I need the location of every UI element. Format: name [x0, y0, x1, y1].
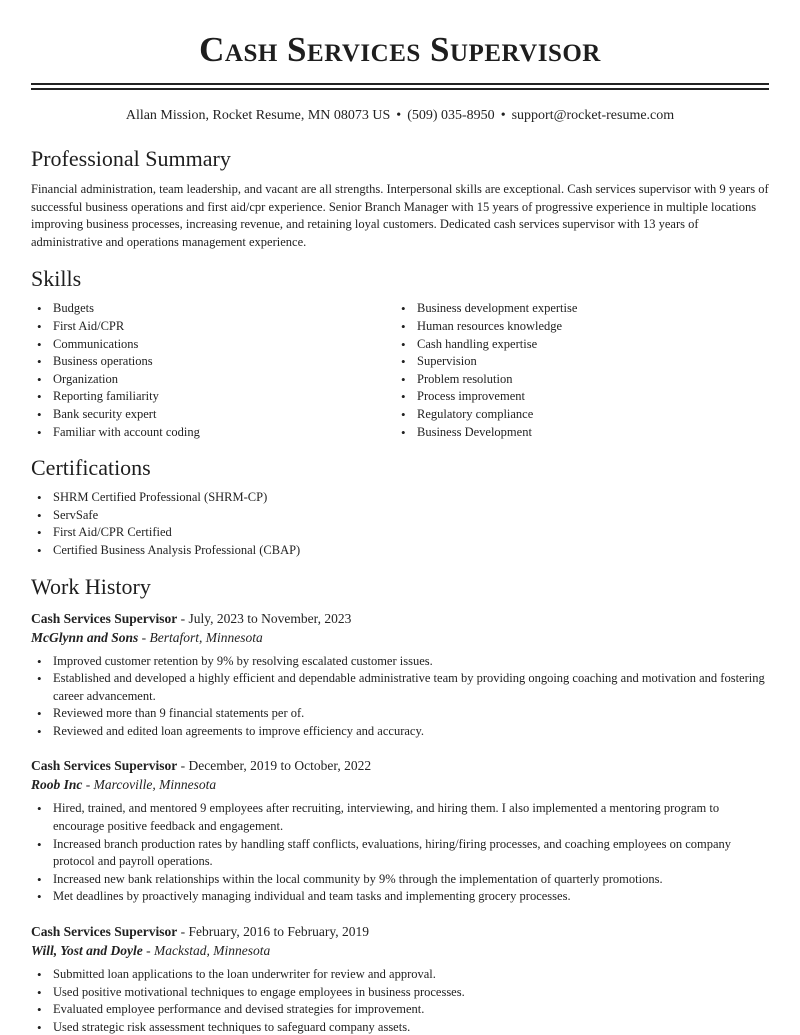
job-entry — [0, 756, 800, 906]
summary-text: Financial administration, team leadership, and vacant are all strengths. Interpersonal skills are exceptional. Cash services supervisor with 9 years of successful business operations and first aid/cpr experience. Senior Branch Manager with 15 years of progressive experience in multiple locations improving business processes, increasing revenue, and retaining loyal customers. Dedicated cash services supervisor with 13 years of administrative and operations management experience. — [31, 182, 769, 249]
skill-item: • First Aid/CPR — [31, 318, 395, 336]
skills-section — [0, 265, 800, 441]
job-bullet: • Evaluated employee performance and devised strategies for improvement. — [31, 1001, 769, 1019]
certification-item: • Certified Business Analysis Professional (CBAP) — [31, 542, 769, 560]
job-dates: - July, 2023 to November, 2023 — [177, 610, 352, 626]
skill-item: • Familiar with account coding — [31, 424, 395, 442]
job-bullets — [31, 653, 769, 741]
job-bullet: • Increased branch production rates by handling staff conflicts, evaluations, hiring/firing processes, and coaching employees on company protocol and payroll operations. — [31, 836, 769, 871]
job-bullet: • Reviewed more than 9 financial statements per of. — [31, 705, 769, 723]
skill-item: • Problem resolution — [395, 371, 759, 389]
job-bullet: • Improved customer retention by 9% by resolving escalated customer issues. — [31, 653, 769, 671]
contact-separator: • — [396, 108, 402, 123]
job-bullet: • Submitted loan applications to the loan underwriter for review and approval. — [31, 966, 769, 984]
contact-phone: (509) 035-8950 — [407, 108, 495, 123]
skill-item: • Budgets — [31, 300, 395, 318]
certifications-heading: Certifications — [31, 455, 151, 481]
contact-line — [0, 107, 800, 125]
job-company-line — [0, 628, 800, 647]
skills-columns — [31, 300, 769, 441]
work-history-heading: Work History — [31, 573, 151, 599]
job-bullet: • Reviewed and edited loan agreements to improve efficiency and accuracy. — [31, 723, 769, 741]
skill-item: • Process improvement — [395, 388, 759, 406]
job-title-line — [0, 609, 800, 628]
skill-item: • Reporting familiarity — [31, 388, 395, 406]
skill-item: • Business Development — [395, 424, 759, 442]
skills-list-left — [31, 300, 395, 441]
skill-item: • Business development expertise — [395, 300, 759, 318]
certifications-section — [0, 454, 800, 559]
job-dates: - December, 2019 to October, 2022 — [177, 758, 372, 774]
job-company-line — [0, 775, 800, 794]
skills-list-right — [395, 300, 759, 441]
job-bullet: • Met deadlines by proactively managing individual and team tasks and implementing grocery processes. — [31, 888, 769, 906]
job-location: - Bertafort, Minnesota — [138, 629, 263, 645]
resume-title: Cash Services Supervisor — [199, 30, 601, 69]
skill-item: • Cash handling expertise — [395, 336, 759, 354]
skill-item: • Bank security expert — [31, 406, 395, 424]
job-entry — [0, 922, 800, 1035]
job-title: Cash Services Supervisor — [31, 758, 178, 774]
job-company-line — [0, 941, 800, 960]
skill-item: • Communications — [31, 336, 395, 354]
job-bullets — [31, 800, 769, 906]
work-history-section — [0, 573, 800, 1035]
skills-heading: Skills — [31, 266, 82, 292]
job-title: Cash Services Supervisor — [31, 610, 178, 626]
job-bullets — [31, 966, 769, 1035]
job-dates: - February, 2016 to February, 2019 — [177, 924, 369, 940]
job-company: McGlynn and Sons — [31, 629, 139, 645]
contact-address: Allan Mission, Rocket Resume, MN 08073 US — [125, 108, 391, 123]
job-location: - Marcoville, Minnesota — [82, 777, 217, 793]
job-bullet: • Established and developed a highly efficient and dependable administrative team by providing ongoing coaching and motivation and fostering career advancement. — [31, 670, 769, 705]
skill-item: • Human resources knowledge — [395, 318, 759, 336]
job-title-line — [0, 756, 800, 775]
skill-item: • Supervision — [395, 353, 759, 371]
summary-section — [0, 145, 800, 251]
job-location: - Mackstad, Minnesota — [142, 943, 271, 959]
certification-item: • First Aid/CPR Certified — [31, 524, 769, 542]
header-divider — [31, 83, 769, 90]
summary-heading: Professional Summary — [31, 146, 231, 171]
skill-item: • Regulatory compliance — [395, 406, 759, 424]
job-bullet: • Increased new bank relationships within the local community by 9% through the implementation of quarterly promotions. — [31, 871, 769, 889]
skill-item: • Organization — [31, 371, 395, 389]
job-title-line — [0, 922, 800, 941]
contact-separator: • — [500, 108, 506, 123]
job-company: Will, Yost and Doyle — [31, 943, 143, 959]
certification-item: • ServSafe — [31, 507, 769, 525]
job-bullet: • Hired, trained, and mentored 9 employees after recruiting, interviewing, and hiring them. I also implemented a mentoring program to encourage positive feedback and engagement. — [31, 800, 769, 835]
certification-item: • SHRM Certified Professional (SHRM-CP) — [31, 489, 769, 507]
job-bullet: • Used positive motivational techniques to engage employees in business processes. — [31, 984, 769, 1002]
job-title: Cash Services Supervisor — [31, 924, 178, 940]
contact-email: support@rocket-resume.com — [511, 108, 675, 123]
certifications-list — [31, 489, 769, 559]
job-company: Roob Inc — [31, 777, 83, 793]
job-bullet: • Used strategic risk assessment techniques to safeguard company assets. — [31, 1019, 769, 1035]
job-entry — [0, 609, 800, 741]
skill-item: • Business operations — [31, 353, 395, 371]
